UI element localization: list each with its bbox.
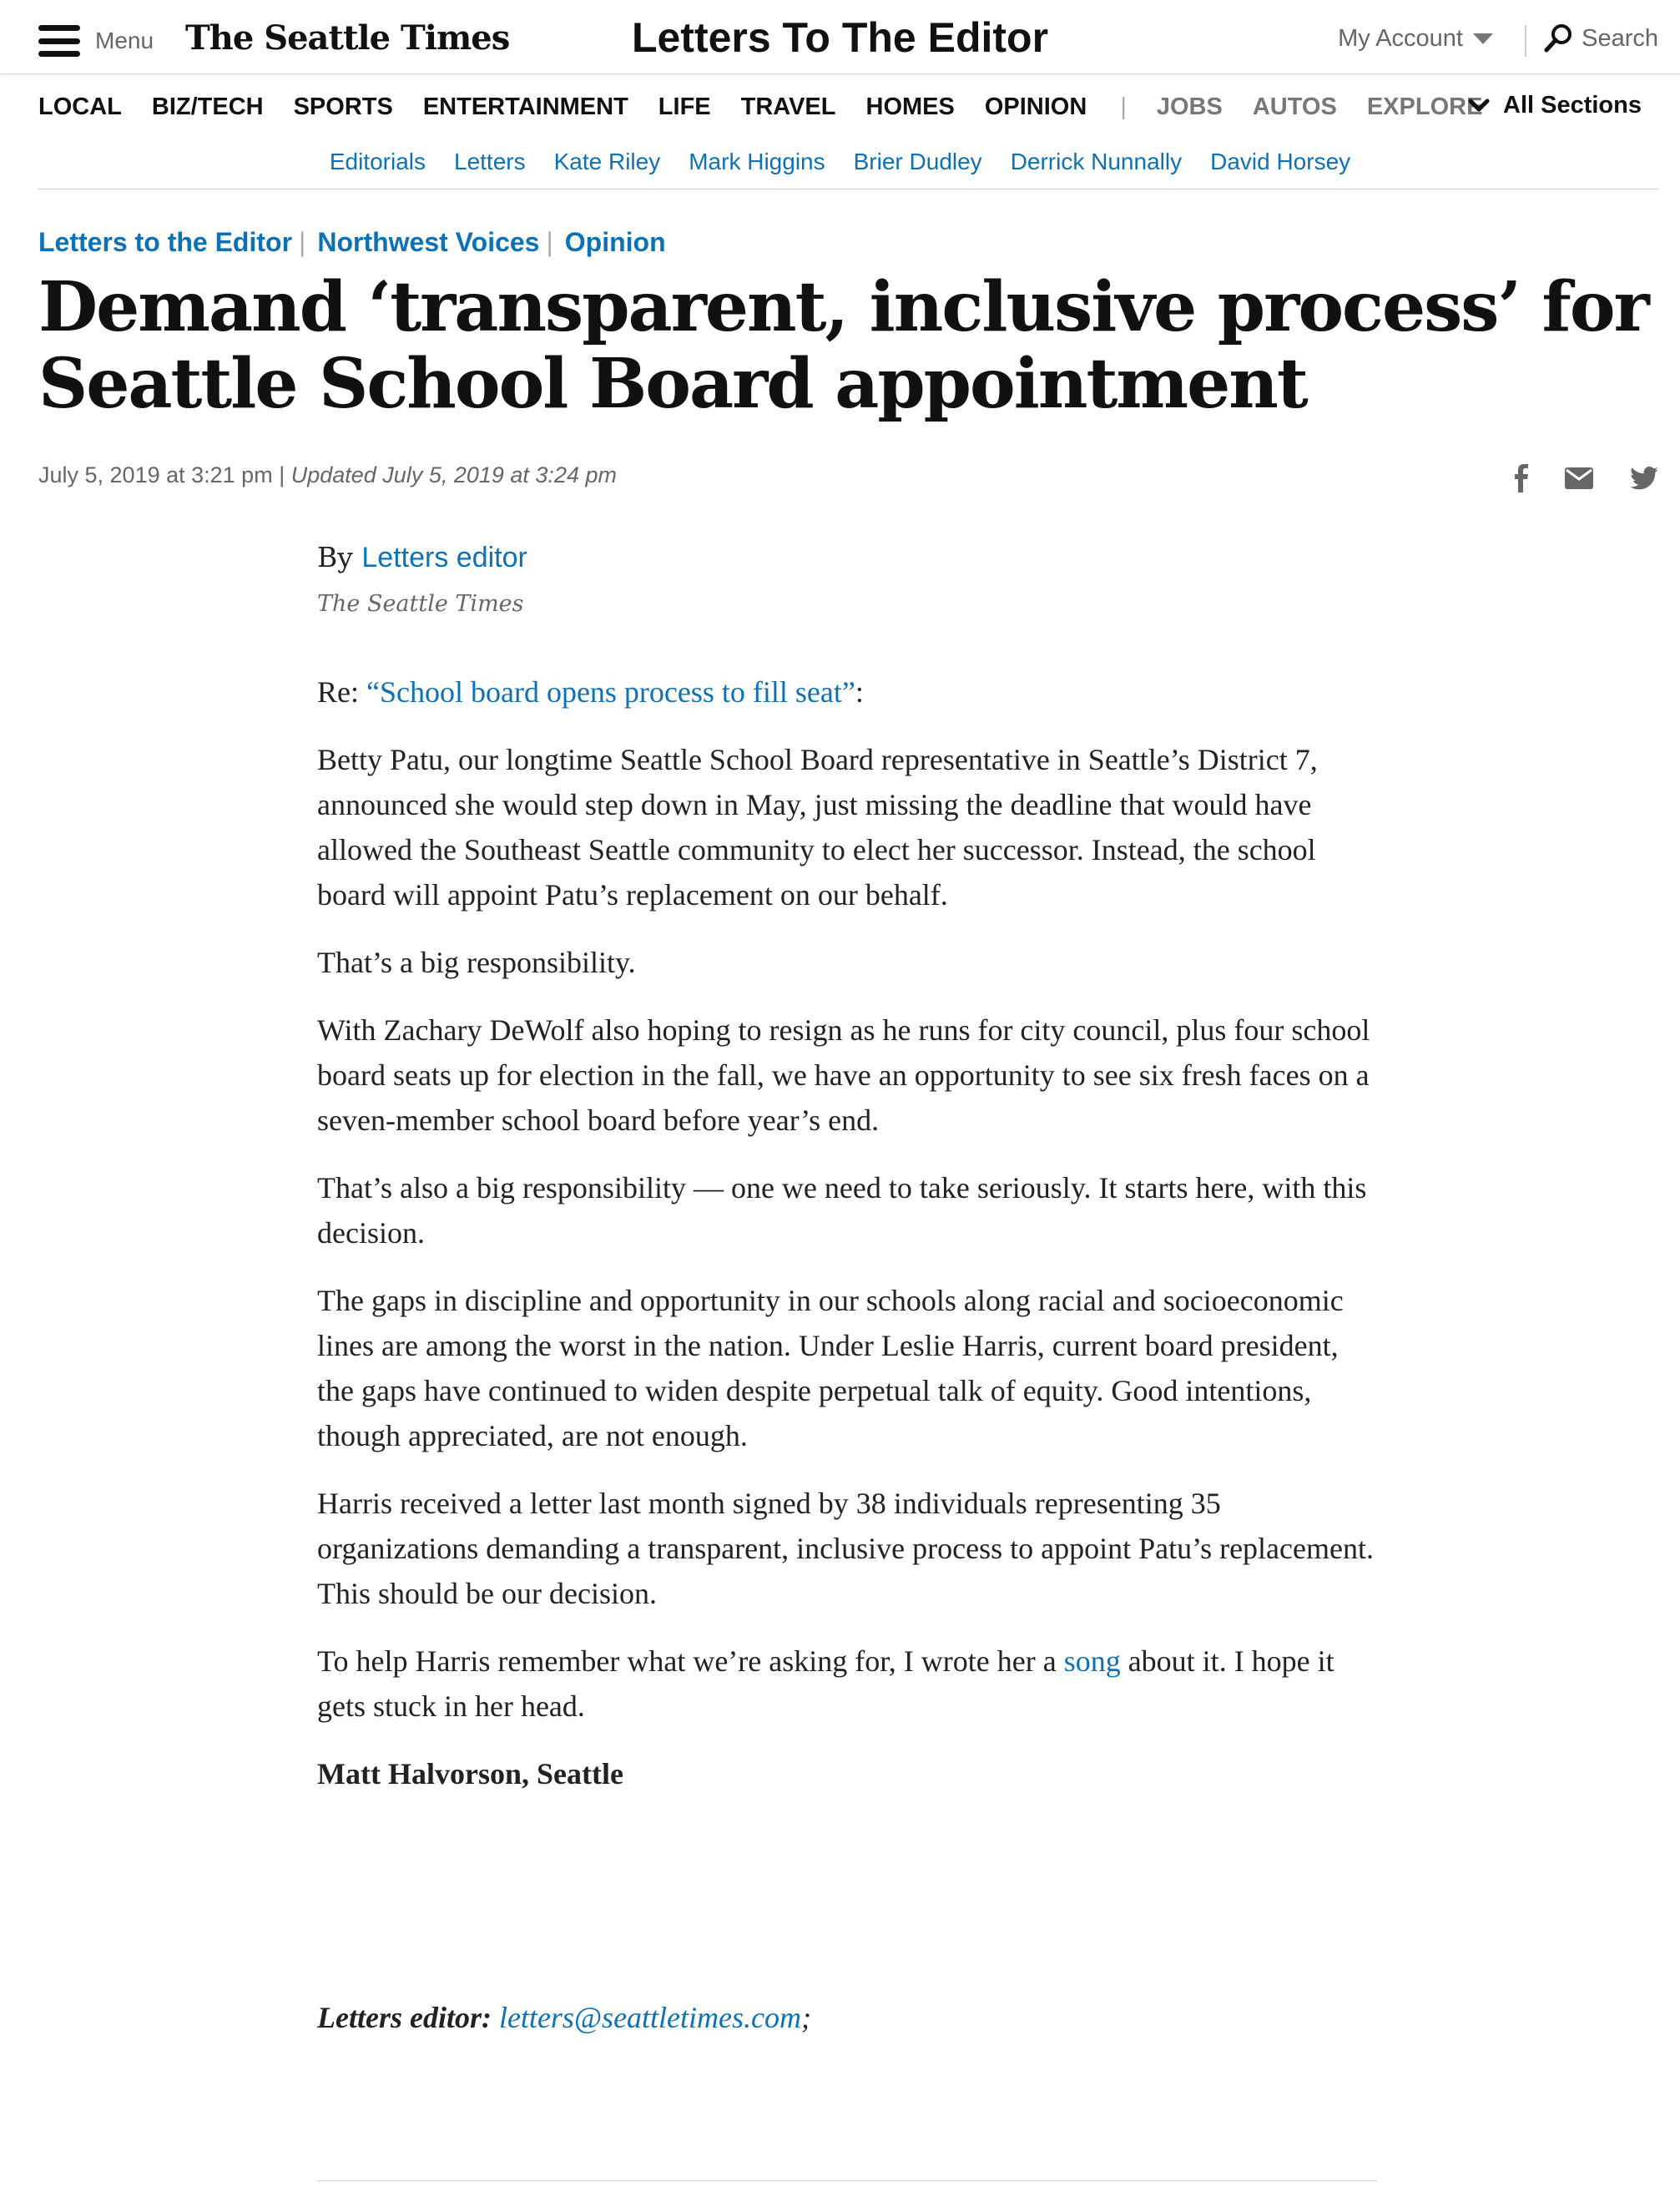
nav-item-life[interactable]: LIFE: [658, 93, 711, 120]
top-header-bar: [0, 0, 1680, 74]
section-title[interactable]: Letters To The Editor: [631, 14, 1049, 61]
nav-item-travel[interactable]: TRAVEL: [740, 93, 836, 120]
opinion-sub-navigation: [0, 149, 1680, 175]
facebook-icon: [1513, 464, 1528, 492]
my-account-label: My Account: [1338, 25, 1463, 52]
body-paragraph: The gaps in discipline and opportunity in our schools along racial and socioeconomic lines are among the worst in the nation. Under Leslie Harris, current board president, the gaps have continued to widen despite perpetual talk of equity. Good intentions, though appreciated, are not enough.: [317, 1284, 1344, 1452]
share-facebook-button[interactable]: [1513, 464, 1528, 492]
re-line: [317, 669, 1377, 715]
email-icon: [1565, 467, 1593, 489]
search-label: Search: [1582, 24, 1658, 52]
letters-editor-contact: [317, 2000, 811, 2035]
subnav-item-kate-riley[interactable]: Kate Riley: [553, 149, 661, 174]
body-paragraph: Harris received a letter last month signed by 38 individuals representing 35 organizations demanding a transparent, inclusive process to appoint Patu’s replacement. This should be our decision.: [317, 1487, 1374, 1610]
nav-separator: |: [1120, 93, 1127, 120]
hamburger-icon: [38, 25, 80, 57]
share-email-button[interactable]: [1565, 467, 1593, 489]
nav-item-entertainment[interactable]: ENTERTAINMENT: [422, 93, 628, 120]
subnav-item-mark-higgins[interactable]: Mark Higgins: [689, 149, 825, 174]
breadcrumb-opinion[interactable]: Opinion: [564, 227, 666, 257]
re-prefix: Re:: [317, 675, 366, 709]
all-sections-button[interactable]: [1468, 92, 1642, 119]
letters-email-link[interactable]: letters@seattletimes.com: [498, 2001, 801, 2034]
nav-item-homes[interactable]: HOMES: [865, 93, 955, 120]
letter-signoff: Matt Halvorson, Seattle: [317, 1757, 623, 1790]
article-body: [317, 669, 1377, 1819]
body-paragraph: With Zachary DeWolf also hoping to resign as he runs for city council, plus four school board seats up for election in the fall, we have an opportunity to see six fresh faces on a seven-member school board before year’s end.: [317, 1013, 1370, 1137]
published-date: July 5, 2019 at 3:21 pm: [38, 462, 273, 487]
byline: [317, 541, 527, 574]
subnav-item-david-horsey[interactable]: David Horsey: [1210, 149, 1351, 174]
nav-item-local[interactable]: LOCAL: [38, 93, 122, 120]
nav-item-sports[interactable]: SPORTS: [293, 93, 393, 120]
nav-item-autos[interactable]: AUTOS: [1252, 93, 1337, 120]
updated-date: Updated July 5, 2019 at 3:24 pm: [290, 462, 617, 487]
body-paragraph: Betty Patu, our longtime Seattle School Board representative in Seattle’s District 7, announced she would step down in May, just missing the deadline that would have allowed the Southeast Seattle community to elect her successor. Instead, the school board will appoint Patu’s replacement on our behalf.: [317, 743, 1318, 912]
search-icon: [1543, 23, 1573, 53]
caret-down-icon: [1473, 33, 1493, 44]
body-paragraph: That’s a big responsibility.: [317, 946, 636, 979]
final-text-after: about it. I hope it gets stuck in her head.: [317, 1644, 1334, 1723]
footer-suffix: ;: [801, 2001, 811, 2034]
all-sections-label: All Sections: [1503, 92, 1642, 119]
re-suffix: :: [855, 675, 864, 709]
final-text-before: To help Harris remember what we’re asking for, I wrote her a: [317, 1644, 1064, 1678]
article-end-divider: [317, 2180, 1377, 2181]
breadcrumb: [38, 227, 666, 258]
seattle-times-logo[interactable]: The Seattle Times: [185, 18, 510, 58]
related-article-link[interactable]: “School board opens process to fill seat”: [366, 675, 855, 709]
breadcrumb-northwest-voices[interactable]: Northwest Voices: [317, 227, 540, 257]
main-navigation: [38, 93, 1512, 121]
breadcrumb-separator: |: [299, 227, 306, 257]
subnav-item-letters[interactable]: Letters: [454, 149, 526, 174]
song-link[interactable]: song: [1063, 1644, 1121, 1678]
byline-prefix: By: [317, 541, 362, 573]
menu-label: Menu: [95, 28, 154, 53]
author-link[interactable]: Letters editor: [361, 542, 527, 573]
publication-name: The Seattle Times: [317, 591, 524, 617]
body-paragraph: That’s also a big responsibility — one we need to take seriously. It starts here, with this decision.: [317, 1171, 1367, 1250]
search-button[interactable]: [1543, 23, 1658, 53]
breadcrumb-separator: |: [546, 227, 553, 257]
nav-item-jobs[interactable]: JOBS: [1156, 93, 1223, 120]
menu-button[interactable]: [38, 25, 154, 57]
body-paragraph-final: [317, 1639, 1377, 1729]
share-twitter-button[interactable]: [1630, 467, 1658, 490]
chevron-down-icon: [1468, 98, 1490, 114]
subnav-item-editorials[interactable]: Editorials: [329, 149, 426, 174]
article-headline: Demand ‘transparent, inclusive process’ for Seattle School Board appointment: [38, 267, 1648, 424]
subnav-item-brier-dudley[interactable]: Brier Dudley: [853, 149, 982, 174]
date-separator: |: [272, 462, 291, 487]
subnav-item-derrick-nunnally[interactable]: Derrick Nunnally: [1010, 149, 1183, 174]
nav-item-biz-tech[interactable]: BIZ/TECH: [151, 93, 264, 120]
nav-item-opinion[interactable]: OPINION: [984, 93, 1087, 120]
share-tools: [1476, 464, 1658, 492]
letters-editor-label: Letters editor:: [317, 2001, 492, 2034]
nav-item-explore[interactable]: EXPLORE: [1366, 93, 1483, 120]
my-account-dropdown[interactable]: [1338, 25, 1493, 53]
breadcrumb-letters-to-the-editor[interactable]: Letters to the Editor: [38, 227, 293, 257]
header-divider: [1525, 25, 1526, 57]
twitter-icon: [1630, 467, 1658, 490]
article-dateline: [38, 462, 617, 488]
